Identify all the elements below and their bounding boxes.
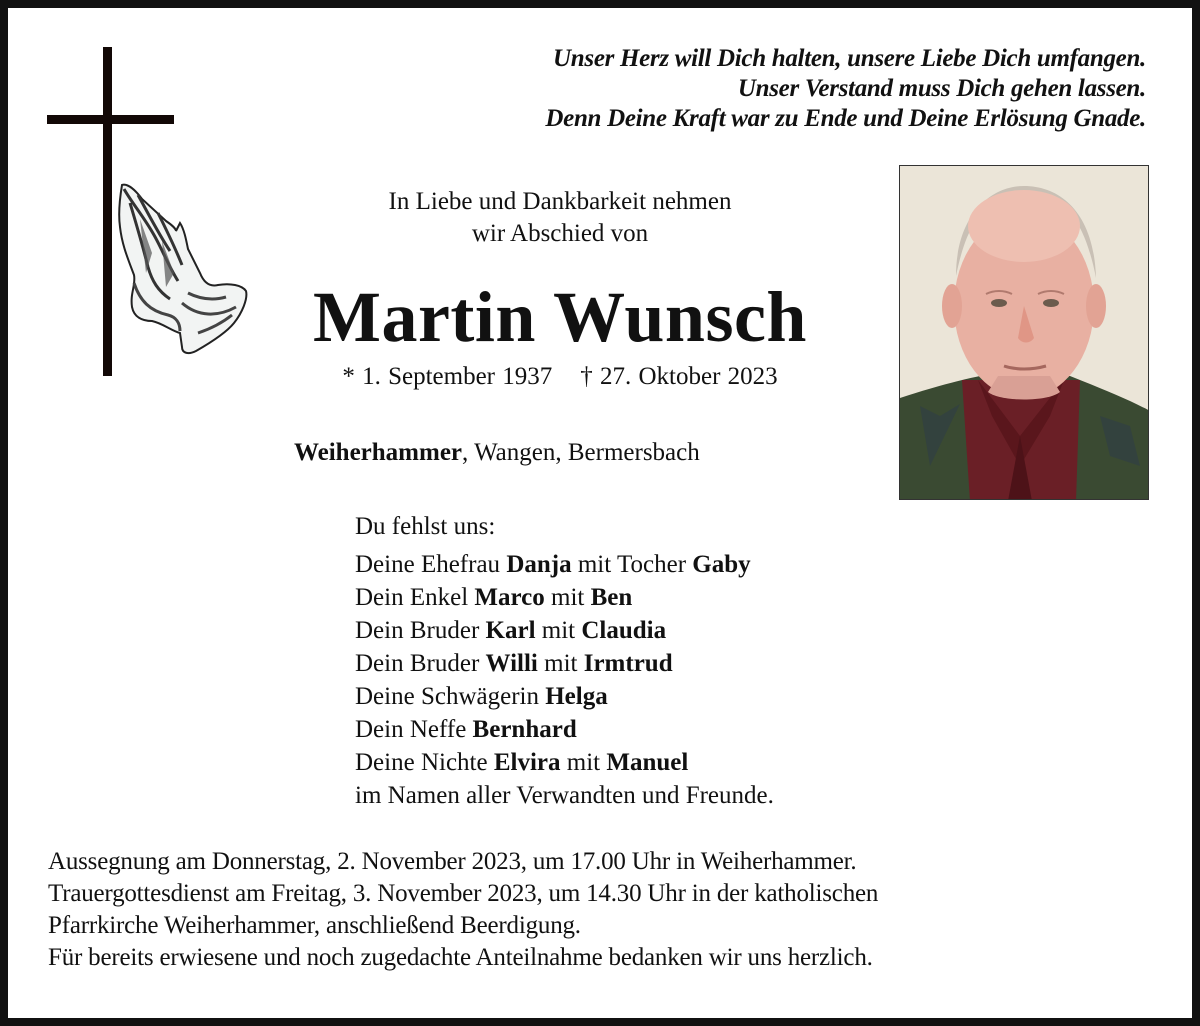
connector: mit: [560, 749, 607, 776]
member-name: Ben: [590, 584, 633, 611]
place-others: , Wangen, Bermersbach: [462, 439, 700, 466]
member-name: Bernhard: [472, 716, 577, 743]
footer-line: Aussegnung am Donnerstag, 2. November 2023, um 17.00 Uhr in Weiherhammer.: [48, 848, 857, 875]
quote-line: Unser Verstand muss Dich gehen lassen.: [737, 75, 1146, 102]
connector: mit: [537, 650, 584, 677]
portrait-photo: [899, 165, 1149, 500]
family-closing: im Namen aller Verwandten und Freunde.: [355, 782, 774, 809]
member-name: Willi: [485, 650, 538, 677]
intro-line-2: wir Abschied von: [471, 220, 649, 247]
death-date: † 27. Oktober 2023: [580, 363, 778, 390]
family-member: [355, 614, 774, 647]
family-heading: Du fehlst uns:: [355, 513, 496, 540]
family-member: [355, 581, 774, 614]
place-primary: Weiherhammer: [294, 439, 463, 466]
relation: Dein Enkel: [355, 584, 475, 611]
member-name: Karl: [485, 617, 536, 644]
member-name: Gaby: [692, 551, 751, 578]
member-name: Danja: [506, 551, 572, 578]
portrait-image: [900, 166, 1149, 500]
memorial-quote: [545, 44, 1146, 134]
service-info: [48, 846, 878, 974]
relation: Dein Bruder: [355, 650, 486, 677]
member-name: Elvira: [493, 749, 561, 776]
quote-line: Denn Deine Kraft war zu Ende und Deine Erlösung Gnade.: [545, 105, 1146, 132]
relation: Deine Ehefrau: [355, 551, 507, 578]
deceased-name: Martin Wunsch: [313, 277, 807, 357]
cross-horizontal-bar: [47, 115, 174, 124]
quote-line: Unser Herz will Dich halten, unsere Liebe Dich umfangen.: [553, 45, 1146, 72]
relation: Dein Neffe: [355, 716, 473, 743]
family-member: [355, 548, 774, 581]
connector: mit: [544, 584, 591, 611]
places-line: [294, 436, 700, 470]
footer-line: Pfarrkirche Weiherhammer, anschließend Beerdigung.: [48, 912, 581, 939]
family-member: [355, 713, 774, 746]
family-member: [355, 680, 774, 713]
praying-hands-icon: [118, 183, 250, 358]
connector: mit Tocher: [571, 551, 693, 578]
relation: Deine Schwägerin: [355, 683, 546, 710]
member-name: Helga: [545, 683, 608, 710]
birth-date: * 1. September 1937: [342, 363, 553, 390]
footer-line: Für bereits erwiesene und noch zugedachte Anteilnahme bedanken wir uns herzlich.: [48, 944, 873, 971]
intro-text: [300, 186, 820, 250]
member-name: Irmtrud: [583, 650, 673, 677]
cross-vertical-bar: [103, 47, 112, 376]
life-dates: [280, 360, 840, 394]
intro-line-1: In Liebe und Dankbarkeit nehmen: [388, 188, 732, 215]
family-member: [355, 647, 774, 680]
member-name: Claudia: [581, 617, 667, 644]
relation: Deine Nichte: [355, 749, 494, 776]
family-member: [355, 746, 774, 779]
relation: Dein Bruder: [355, 617, 486, 644]
footer-line: Trauergottesdienst am Freitag, 3. November 2023, um 14.30 Uhr in der katholischen: [48, 880, 879, 907]
connector: mit: [535, 617, 582, 644]
member-name: Manuel: [606, 749, 689, 776]
member-name: Marco: [474, 584, 545, 611]
family-list: [355, 510, 774, 812]
